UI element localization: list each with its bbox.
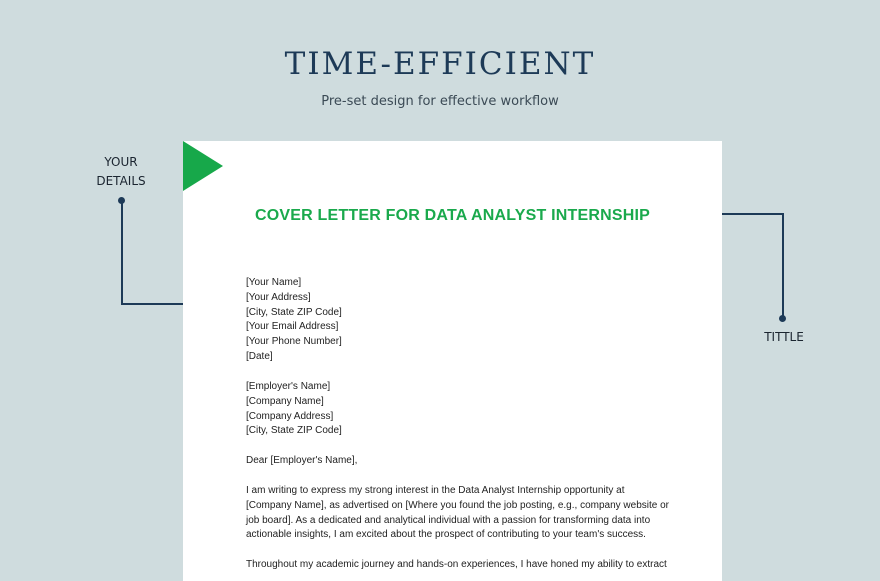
sender-email: [Your Email Address] (246, 321, 339, 333)
sender-date: [Date] (246, 350, 273, 362)
paragraph-line: I am writing to express my strong interest in the Data Analyst Internship opportunity at (246, 485, 625, 496)
document-preview (183, 141, 722, 581)
your-details-line1: YOUR (104, 155, 138, 169)
tittle-label: TITTLE (764, 330, 804, 344)
sender-address: [Your Address] (246, 291, 311, 303)
title-connector-vertical (782, 213, 784, 318)
your-details-line2: DETAILS (96, 174, 146, 188)
paragraph-line: Throughout my academic journey and hands-on experiences, I have honed my ability to extract (246, 559, 667, 570)
body-paragraph-2 (246, 558, 666, 573)
body-paragraph-1 (246, 484, 670, 543)
recipient-address: [Company Address] (246, 410, 334, 422)
salutation (246, 454, 666, 469)
recipient-details (246, 380, 666, 439)
sender-name: [Your Name] (246, 277, 302, 288)
title-connector-dot (779, 315, 786, 322)
sender-details (246, 276, 666, 365)
recipient-company: [Company Name] (246, 395, 324, 407)
paragraph-line: actionable insights, I am excited about the prospect of contributing to your team's success. (246, 529, 646, 541)
sender-city: [City, State ZIP Code] (246, 306, 342, 318)
page-heading: TIME-EFFICIENT (284, 46, 596, 82)
paragraph-line: [Company Name], as advertised on [Where you found the job posting, e.g., company website or (246, 499, 670, 511)
your-details-label (95, 153, 147, 191)
green-flag-icon (183, 141, 223, 191)
details-connector-vertical (121, 200, 123, 305)
document-title: COVER LETTER FOR DATA ANALYST INTERNSHIP (255, 207, 650, 224)
salutation-text: Dear [Employer's Name], (246, 455, 358, 466)
recipient-name: [Employer's Name] (246, 381, 331, 392)
recipient-city: [City, State ZIP Code] (246, 425, 342, 437)
page-subheading: Pre-set design for effective workflow (321, 94, 559, 109)
sender-phone: [Your Phone Number] (246, 336, 342, 348)
paragraph-line: job board]. As a dedicated and analytical individual with a passion for transforming data into (246, 514, 651, 526)
